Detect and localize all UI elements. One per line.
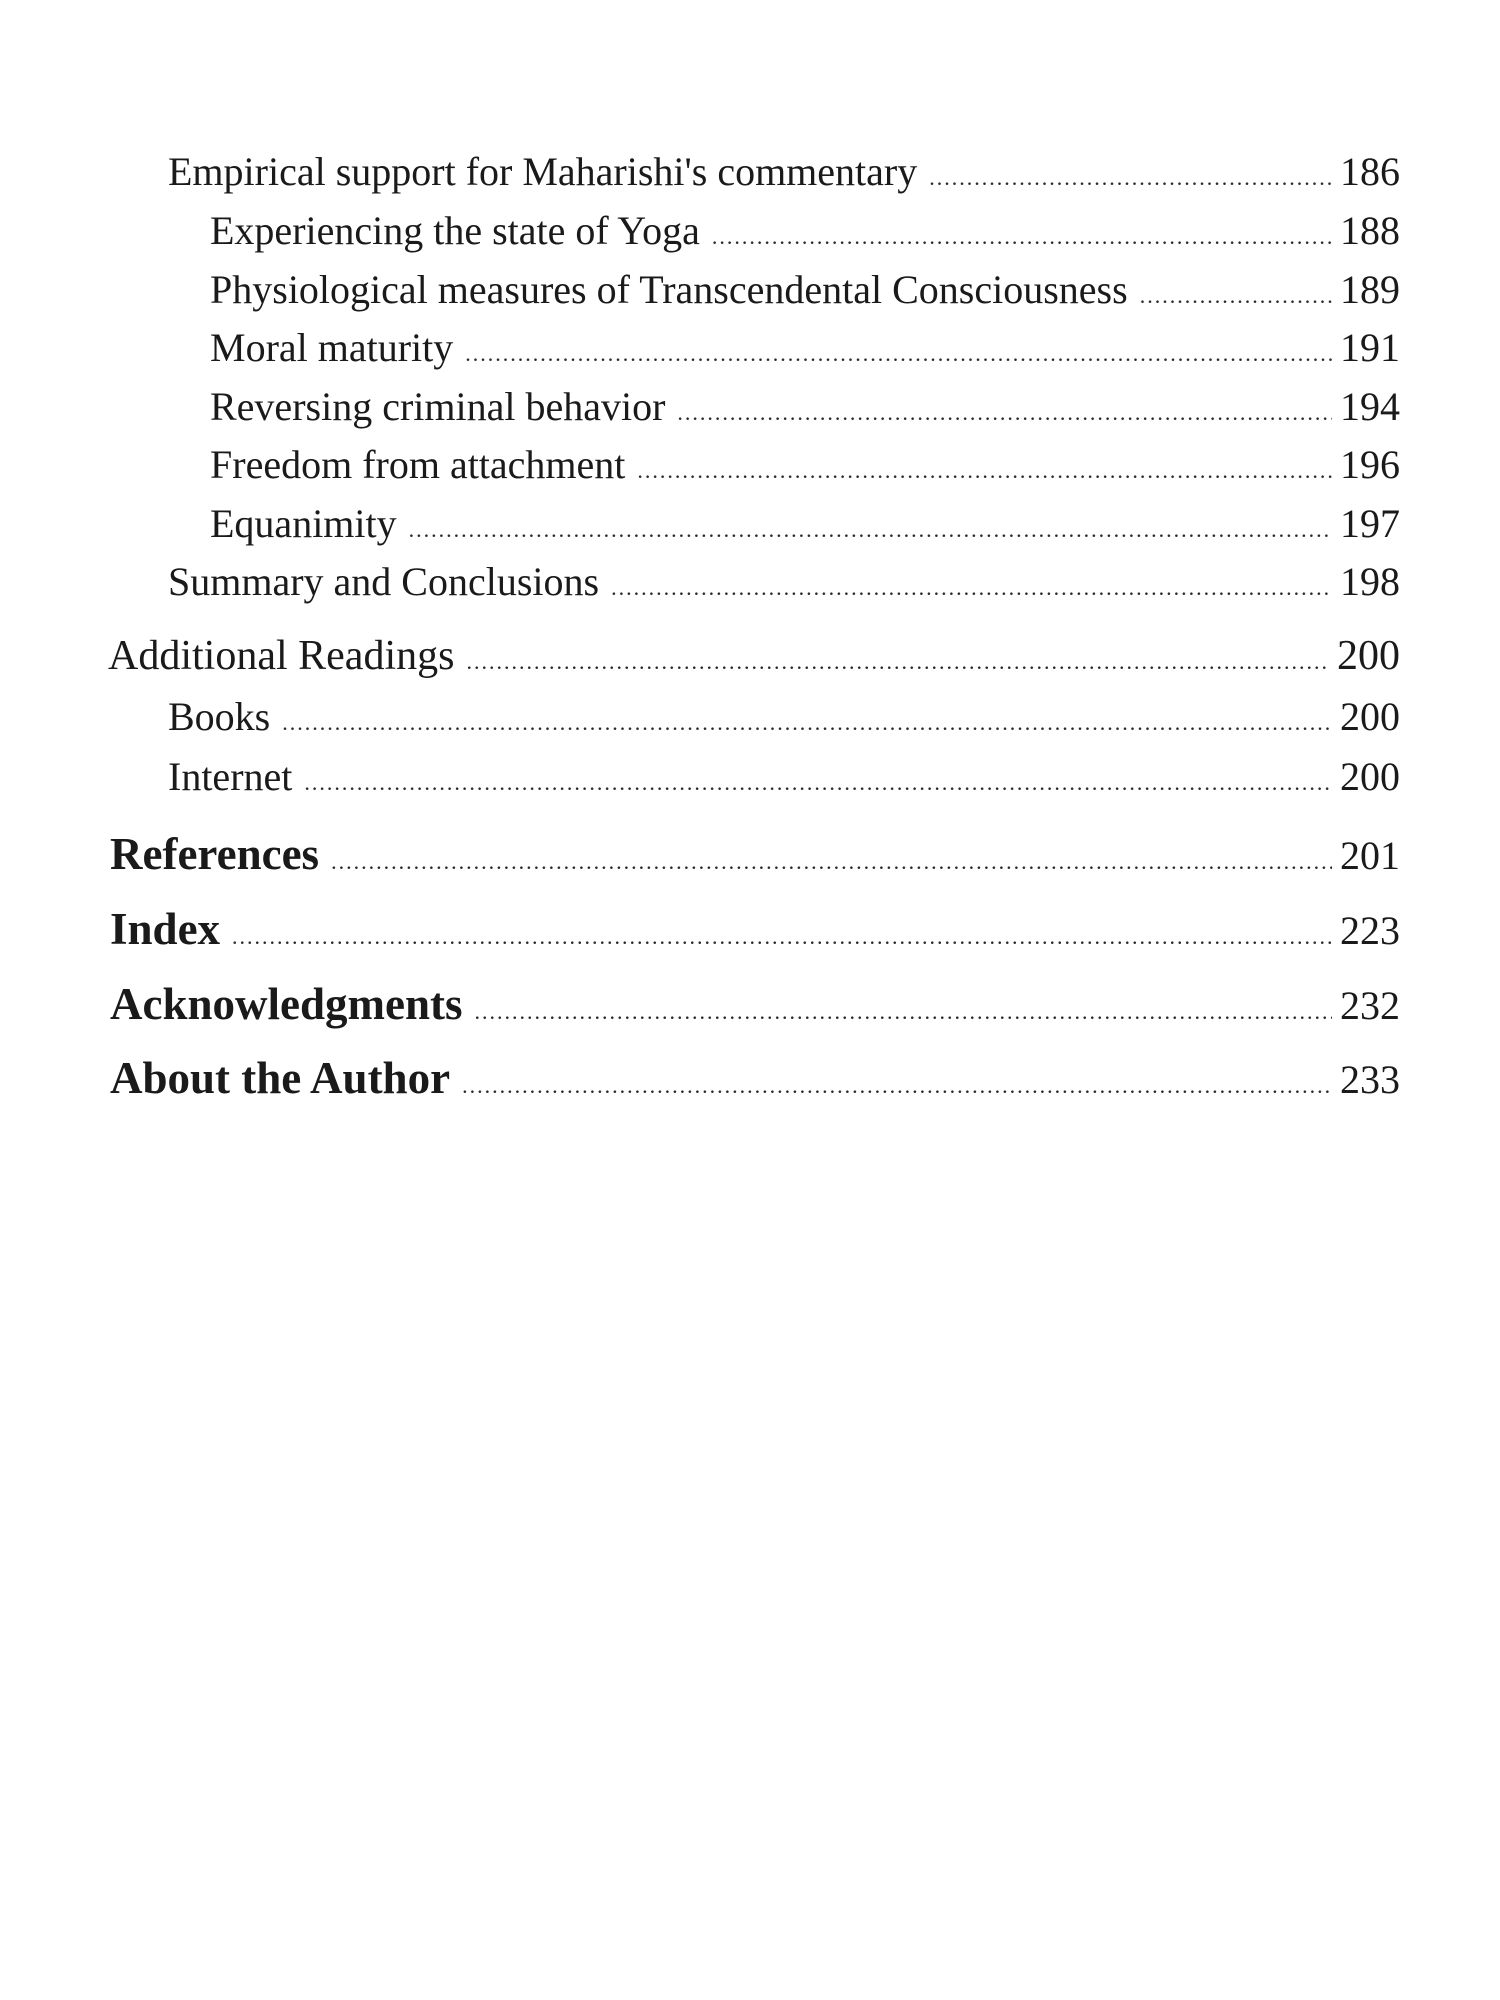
toc-entry [210, 207, 1400, 254]
toc-entry-title: Experiencing the state of Yoga [210, 208, 700, 253]
toc-entry [110, 1052, 1400, 1104]
toc-entry-title: Index [110, 904, 221, 954]
toc-entry [110, 903, 1400, 955]
toc-entry [210, 500, 1400, 547]
toc-entry [168, 753, 1400, 800]
toc-entry-page: 200 [1340, 754, 1400, 799]
toc-entry [110, 978, 1400, 1030]
toc-entry-title: References [110, 829, 320, 879]
toc-entry [168, 693, 1400, 740]
dot-leader [637, 458, 1332, 484]
toc-entry [110, 828, 1400, 880]
toc-entry-page: 194 [1340, 384, 1400, 429]
toc-entry-title: Freedom from attachment [210, 442, 626, 487]
toc-entry-title: Reversing criminal behavior [210, 384, 666, 429]
toc-entry-page: 232 [1340, 983, 1400, 1028]
toc-entry-page: 200 [1340, 694, 1400, 739]
toc-entry-page: 201 [1340, 833, 1400, 878]
toc-entry-title: Books [168, 694, 271, 739]
toc-entry-page: 223 [1340, 908, 1400, 953]
dot-leader [465, 341, 1332, 367]
dot-leader [929, 165, 1332, 191]
toc-entry-page: 198 [1340, 559, 1400, 604]
toc-entry-title: Summary and Conclusions [168, 559, 600, 604]
toc-entry-page: 191 [1340, 325, 1400, 370]
toc-entry-title: Empirical support for Maharishi's commentary [168, 149, 918, 194]
dot-leader [677, 400, 1332, 426]
toc-entry-title: Moral maturity [210, 325, 454, 370]
dot-leader [282, 710, 1332, 736]
toc-entry [210, 266, 1400, 313]
dot-leader [466, 649, 1329, 675]
toc-entry-title: About the Author [110, 1053, 451, 1103]
dot-leader [462, 1073, 1332, 1099]
dot-leader [331, 849, 1332, 875]
toc-entry [108, 632, 1400, 680]
toc-entry-title: Additional Readings [108, 633, 455, 679]
toc-entry-page: 196 [1340, 442, 1400, 487]
dot-leader [304, 770, 1332, 796]
dot-leader [409, 517, 1332, 543]
toc-entry [210, 324, 1400, 371]
dot-leader [1140, 283, 1332, 309]
toc-entry-page: 197 [1340, 501, 1400, 546]
toc-entry [168, 558, 1400, 605]
toc-entry [168, 148, 1400, 195]
toc-entry-title: Internet [168, 754, 293, 799]
toc-entry-page: 189 [1340, 267, 1400, 312]
toc-entry-title: Acknowledgments [110, 979, 463, 1029]
toc-entry-title: Physiological measures of Transcendental Consciousness [210, 267, 1128, 312]
toc-entry-page: 186 [1340, 149, 1400, 194]
toc-entry-title: Equanimity [210, 501, 397, 546]
toc-entry-page: 233 [1340, 1057, 1400, 1102]
dot-leader [232, 924, 1332, 950]
toc-entry-page: 188 [1340, 208, 1400, 253]
dot-leader [712, 224, 1332, 250]
dot-leader [475, 999, 1332, 1025]
toc-entry-page: 200 [1337, 633, 1400, 679]
toc-entry [210, 383, 1400, 430]
dot-leader [611, 575, 1332, 601]
toc-entry [210, 441, 1400, 488]
